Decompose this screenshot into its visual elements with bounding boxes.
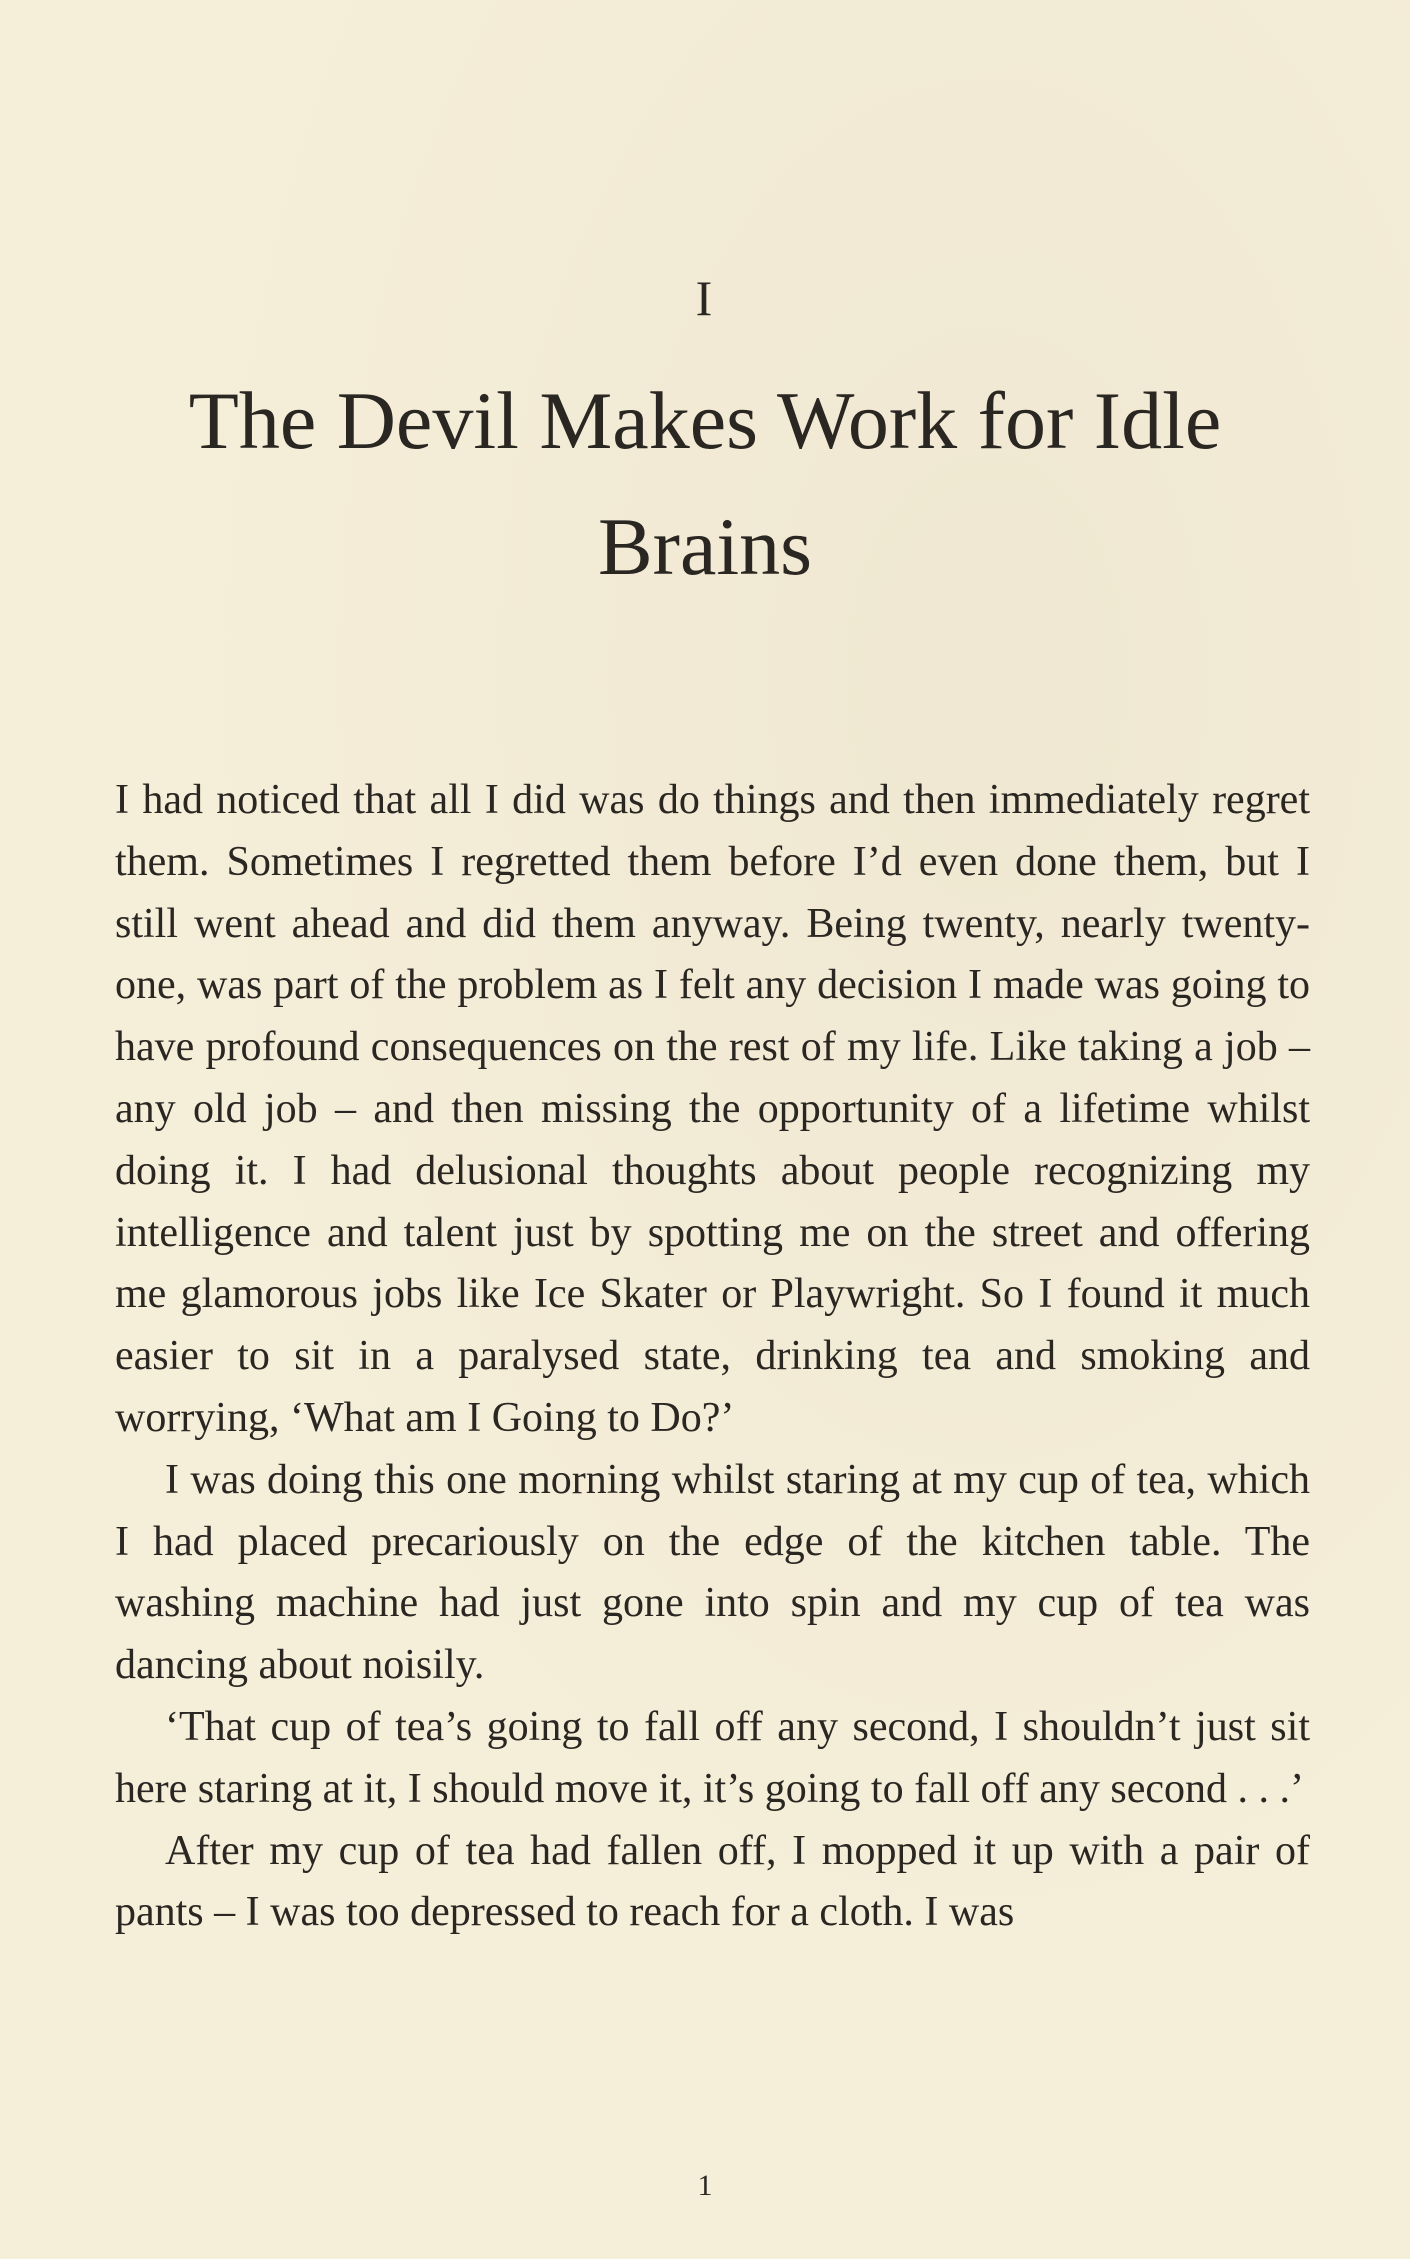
chapter-number: I bbox=[695, 270, 715, 326]
page-number: 1 bbox=[697, 2169, 713, 2202]
paragraph: I was doing this one morning whilst staring at my cup of tea, which I had placed precariously on the edge of the kitchen table. The washing machine had just gone into spin and my cup of tea was dancing about noisily. bbox=[115, 1456, 1310, 1689]
paragraph: ‘That cup of tea’s going to fall off any second, I shouldn’t just sit here staring at it, I should move it, it’s going to fall off any second . . .’ bbox=[115, 1703, 1310, 1812]
chapter-title: The Devil Makes Work for Idle Brains bbox=[188, 375, 1222, 592]
paragraph: After my cup of tea had fallen off, I mopped it up with a pair of pants – I was too depressed to reach for a cloth. I was bbox=[115, 1827, 1310, 1936]
body-text bbox=[115, 770, 1310, 1944]
paragraph: I had noticed that all I did was do things and then immediately regret them. Sometimes I regretted them before I’d even done them, but I still went ahead and did them anyway. Being twenty, nearly twenty-one, was part of the problem as I felt any decision I made was going to have profound consequences on the rest of my life. Like taking a job – any old job – and then missing the opportunity of a lifetime whilst doing it. I had delusional thoughts about people recognizing my intelligence and talent just by spotting me on the street and offering me glamorous jobs like Ice Skater or Playwright. So I found it much easier to sit in a paralysed state, drinking tea and smoking and worrying, ‘What am I Going to Do?’ bbox=[115, 777, 1310, 1441]
